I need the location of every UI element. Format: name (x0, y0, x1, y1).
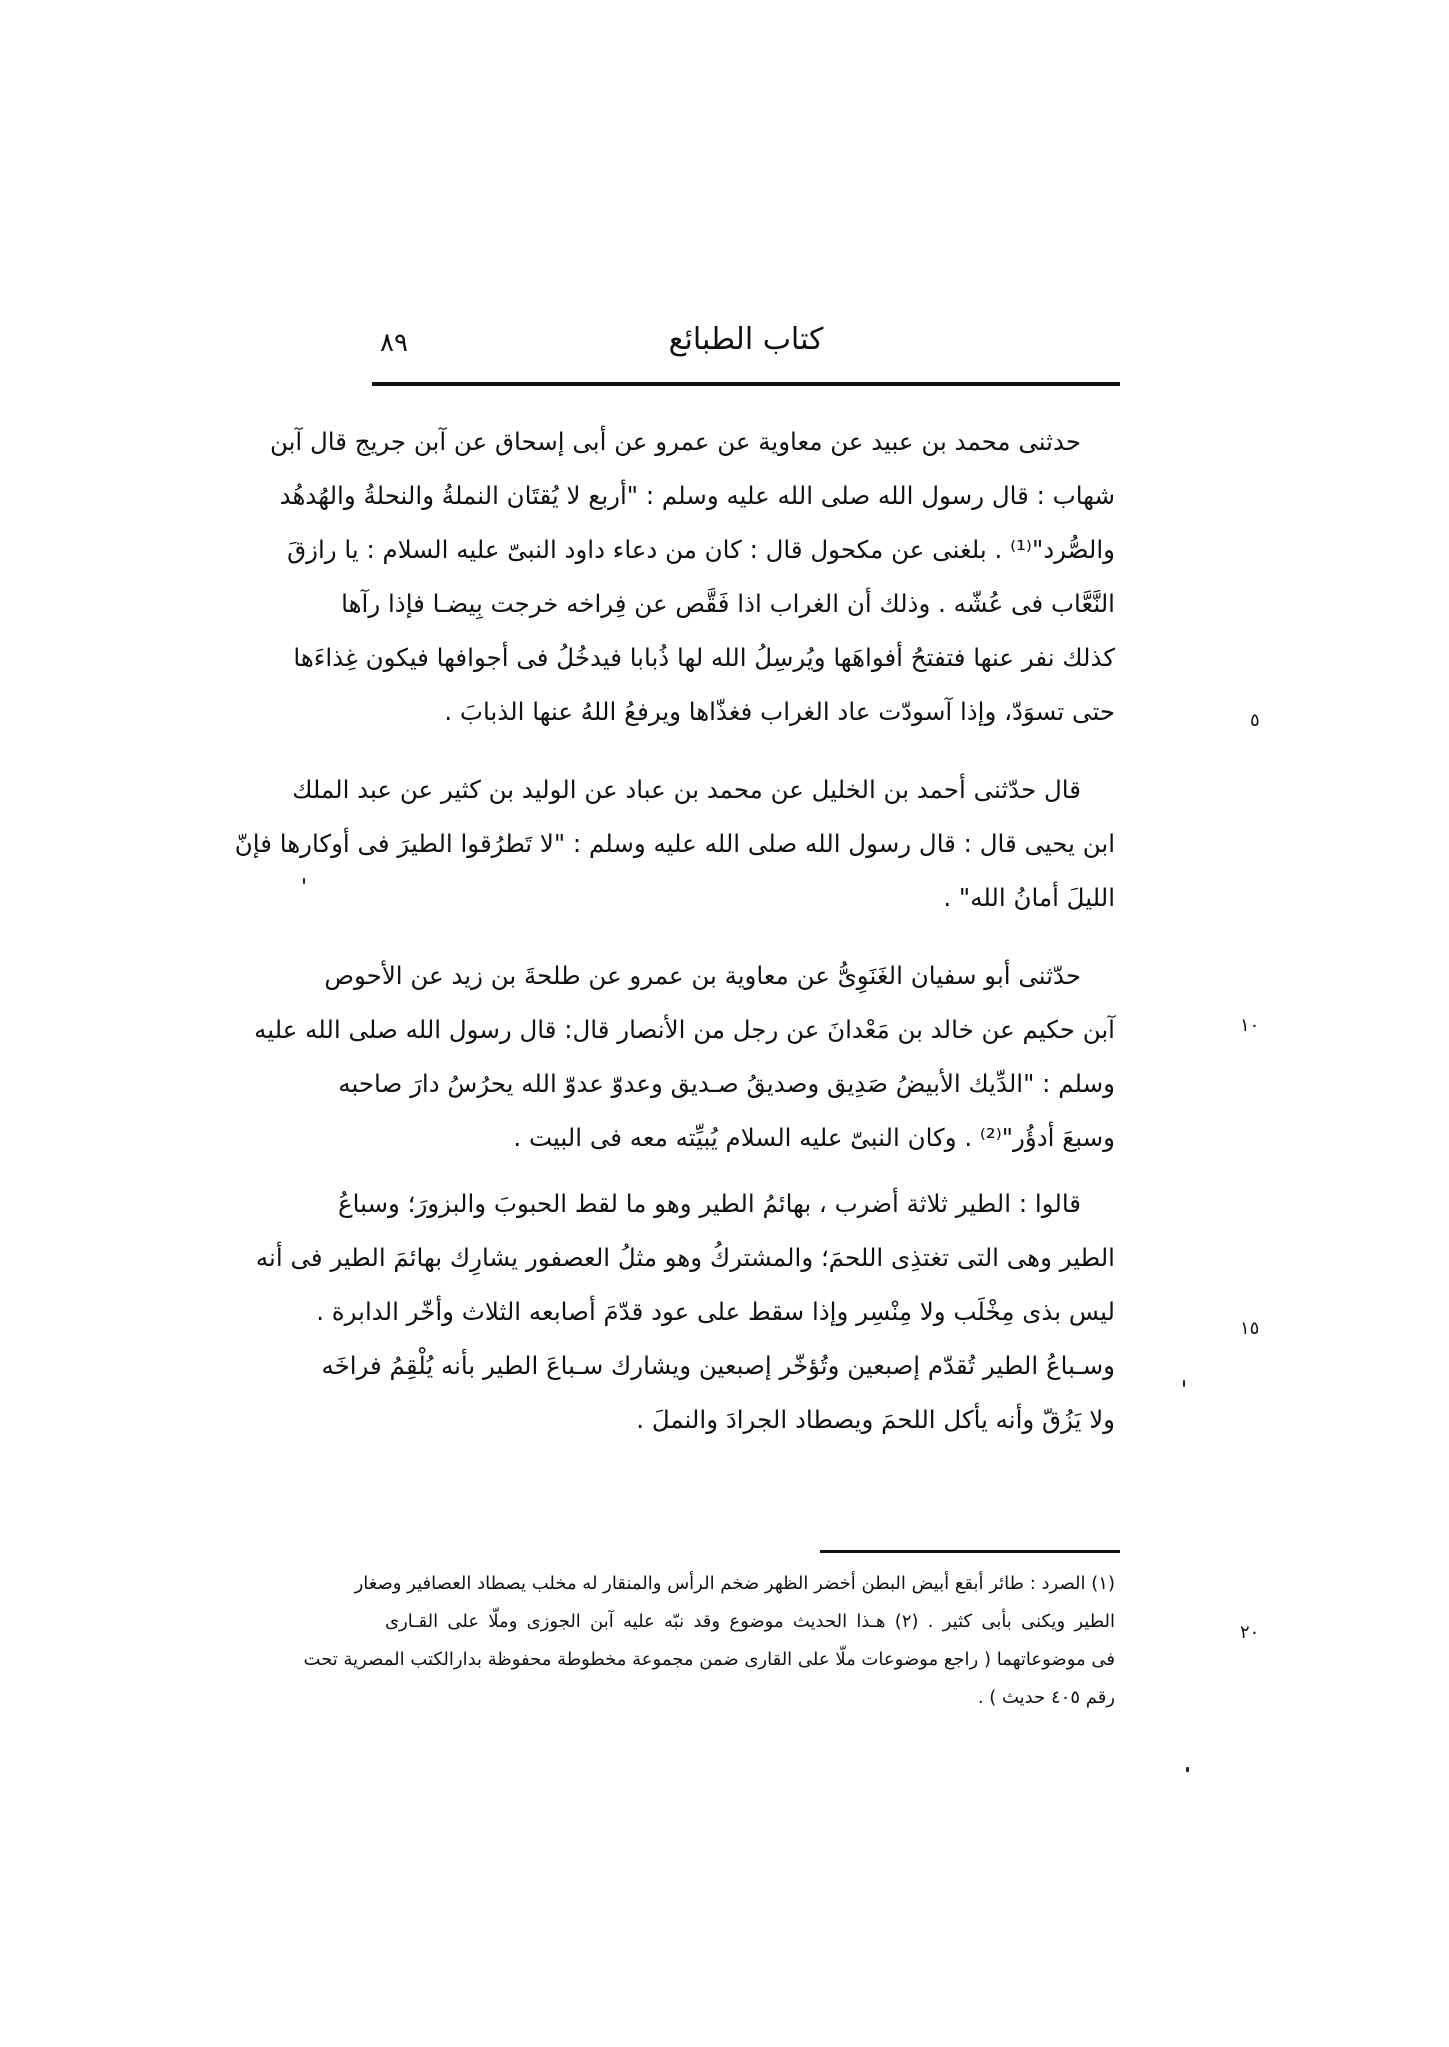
text-line: ليس بذى مِخْلَب ولا مِنْسِر وإذا سقط على عود قدّمَ أصابعه الثلاث وأخّر الدابرة . (316, 1297, 1115, 1326)
text-line: الليلَ أمانُ الله" . (943, 883, 1115, 912)
scan-speck (1183, 1380, 1185, 1387)
text-line: حدّثنى أبو سفيان الغَنَوِىُّ عن معاوية بن عمرو عن طلحةَ بن زيد عن الأحوص (324, 961, 1081, 990)
paragraph (269, 415, 1115, 739)
line-number-20: ٢٠ (1240, 1622, 1260, 1643)
text-line: ابن يحيى قال : قال رسول الله صلى الله عليه وسلم : "لا تَطرُقوا الطيرَ فى أوكارها فإنّ (234, 829, 1115, 858)
text-line: آبن حكيم عن خالد بن مَعْدانَ عن رجل من الأنصار قال: قال رسول الله صلى الله عليه (254, 1015, 1115, 1044)
text-line: شهاب : قال رسول الله صلى الله عليه وسلم : "أربع لا يُقتَان النملةُ والنحلةُ والهُدهُد (279, 481, 1115, 510)
main-text (234, 415, 1115, 1447)
text-line: حدثنى محمد بن عبيد عن معاوية عن عمرو عن أبى إسحاق عن آبن جريج قال آبن (269, 427, 1081, 456)
text-line: قال حدّثنى أحمد بن الخليل عن محمد بن عباد عن الوليد بن كثير عن عبد الملك (292, 775, 1081, 804)
footnote-rule (820, 1550, 1120, 1553)
line-number-15: ١٥ (1240, 1318, 1260, 1339)
scan-speck (303, 878, 305, 884)
paragraph (234, 763, 1115, 925)
text-line: وسلم : "الدِّيك الأبيضُ صَدِيق وصديقُ صـديق وعدوّ عدوّ الله يحرُسُ دارَ صاحبه (338, 1069, 1115, 1098)
text-line: وسبعَ أدؤُر"⁽²⁾ . وكان النبىّ عليه السلام يُبيِّته معه فى البيت . (513, 1123, 1115, 1152)
paragraph (255, 1177, 1115, 1447)
text-line: قالوا : الطير ثلاثة أضرب ، بهائمُ الطير وهو ما لقط الحبوبَ والبزورَ؛ وسباعُ (338, 1189, 1081, 1218)
page-number: ٨٩ (380, 328, 408, 358)
text-line: والصُّرد"⁽¹⁾ . بلغنى عن مكحول قال : كان من دعاء داود النبىّ عليه السلام : يا رازقَ (287, 535, 1115, 564)
header-rule (372, 382, 1120, 386)
footnotes (303, 1565, 1115, 1717)
text-line: وسـباعُ الطير تُقدّم إصبعين وتُؤخّر إصبعين ويشارك سـباعَ الطير بأنه يُلْقِمُ فراخَه (321, 1351, 1115, 1380)
text-line: حتى تسوَدّ، وإذا آسودّت عاد الغراب فغذّاها ويرفعُ اللهُ عنها الذبابَ . (444, 697, 1115, 726)
line-number-5: ٥ (1250, 710, 1260, 731)
running-head (372, 318, 1120, 378)
text-line: الطير وهى التى تغتذِى اللحمَ؛ والمشتركُ وهو مثلُ العصفور يشارِك بهائمَ الطير فى أنه (255, 1243, 1115, 1272)
scan-speck (1186, 1767, 1189, 1772)
text-line: كذلك نفر عنها فتفتحُ أفواهَها ويُرسِلُ الله لها ذُبابا فيدخُلُ فى أجوافها فيكون غِذاءَها (293, 643, 1115, 672)
paragraph (254, 949, 1115, 1165)
footnote-line: فى موضوعاتهما ( راجع موضوعات ملّا على القارى ضمن مجموعة مخطوطة محفوظة بدارالكتب المصرية تحت (303, 1649, 1115, 1670)
line-number-10: ١٠ (1240, 1015, 1260, 1036)
text-line: ولا يَزُقّ وأنه يأكل اللحمَ ويصطاد الجرادَ والنملَ . (636, 1405, 1115, 1434)
footnote-line: رقم ٤٠٥ حديث ) . (977, 1687, 1115, 1708)
text-line: النَّعَّاب فى عُشّه . وذلك أن الغراب اذا فَقَّص عن فِراخه خرجت بِيضـا فإذا رآها (341, 589, 1115, 618)
footnote-line: (١) الصرد : طائر أبقع أبيض البطن أخضر الظهر ضخم الرأس والمنقار له مخلب يصطاد العصافير وصغار (354, 1573, 1115, 1594)
footnote-line: الطير ويكنى بأبى كثير . (٢) هـذا الحديث موضوع وقد نبّه عليه آبن الجوزى وملّا على القـارى (385, 1611, 1115, 1632)
book-title: كتاب الطبائع (668, 322, 824, 357)
